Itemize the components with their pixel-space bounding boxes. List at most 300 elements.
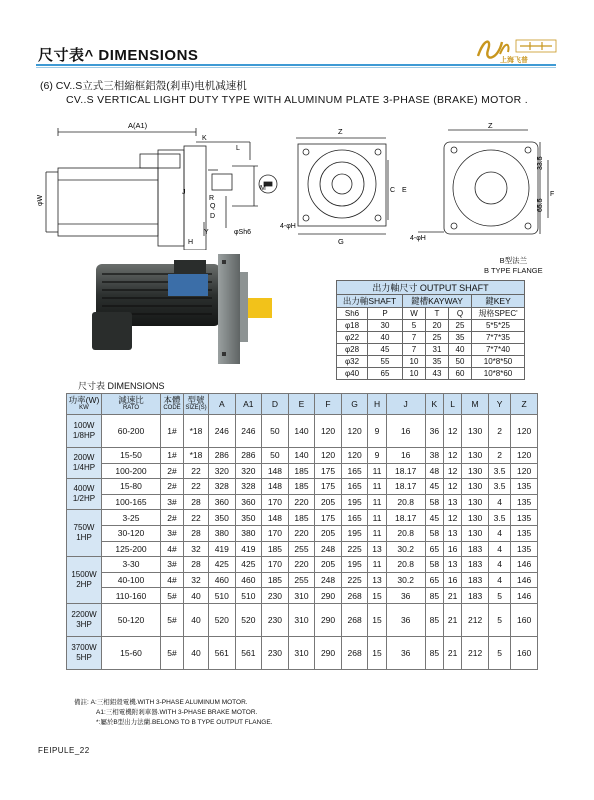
shaft-col-header: 規格SPEC'	[472, 308, 525, 320]
col-header-power: 功率(W) KW	[67, 394, 102, 415]
table-cell: 160	[511, 603, 538, 636]
keyway-group-header: 鍵槽KAYWAY	[403, 295, 472, 308]
shaft-cell: 25	[449, 320, 472, 332]
table-row	[67, 572, 538, 588]
col-header-dim: M	[462, 394, 489, 415]
table-cell: 22	[184, 479, 209, 495]
table-cell: 40	[184, 636, 209, 669]
table-cell: 2	[488, 415, 510, 448]
table-cell: 120	[315, 448, 342, 464]
shaft-group-header: 出力軸SHAFT	[337, 295, 403, 308]
table-cell: 12	[443, 479, 461, 495]
section-title-en: CV..S VERTICAL LIGHT DUTY TYPE WITH ALUMINUM PLATE 3-PHASE (BRAKE) MOTOR .	[66, 94, 528, 106]
table-cell: 170	[262, 525, 289, 541]
table-cell: 4	[488, 557, 510, 573]
table-cell: 85	[425, 636, 443, 669]
table-cell: 100-200	[102, 463, 161, 479]
table-cell: 36	[425, 415, 443, 448]
table-cell: 45	[425, 479, 443, 495]
table-cell: 3#	[161, 557, 184, 573]
label-e: E	[402, 187, 407, 194]
table-cell: 3#	[161, 494, 184, 510]
label-a-a1: A(A1)	[128, 121, 148, 130]
table-cell: 50	[262, 448, 289, 464]
label-z: Z	[338, 127, 343, 136]
table-cell: 205	[315, 525, 342, 541]
table-cell: 212	[462, 636, 489, 669]
table-row	[67, 463, 538, 479]
power-cell: 400W 1/2HP	[67, 479, 102, 510]
shaft-cell: φ40	[337, 368, 368, 380]
shaft-cell: 7	[403, 344, 426, 356]
shaft-table-title: 出力軸尺寸 OUTPUT SHAFT	[337, 281, 525, 295]
table-cell: 48	[425, 463, 443, 479]
table-cell: 13	[368, 541, 386, 557]
table-cell: 30.2	[386, 572, 425, 588]
header-rule	[36, 64, 556, 66]
output-shaft-table	[336, 280, 525, 380]
label-65-5: 65.5	[537, 198, 544, 212]
table-cell: 16	[443, 541, 461, 557]
table-cell: 3-30	[102, 557, 161, 573]
col-header-dim: A1	[235, 394, 262, 415]
table-cell: 510	[209, 588, 236, 604]
table-cell: 120	[511, 448, 538, 464]
table-cell: 130	[462, 448, 489, 464]
table-cell: 183	[462, 572, 489, 588]
table-cell: 12	[443, 415, 461, 448]
shaft-cell: φ22	[337, 332, 368, 344]
table-cell: 28	[184, 525, 209, 541]
shaft-cell: 10*8*60	[472, 368, 525, 380]
col-header-dim: F	[315, 394, 342, 415]
table-cell: 460	[235, 572, 262, 588]
table-cell: 38	[425, 448, 443, 464]
table-cell: 30.2	[386, 541, 425, 557]
table-cell: 65	[425, 572, 443, 588]
table-cell: 2#	[161, 463, 184, 479]
table-cell: 140	[288, 448, 315, 464]
table-cell: 175	[315, 479, 342, 495]
label-q: Q	[210, 203, 216, 210]
table-cell: 175	[315, 510, 342, 526]
shaft-row	[337, 320, 525, 332]
table-cell: 268	[341, 603, 368, 636]
table-cell: 148	[262, 463, 289, 479]
label-phi-sh6: φSh6	[234, 229, 251, 236]
shaft-cell: 10	[403, 356, 426, 368]
table-cell: 32	[184, 572, 209, 588]
table-cell: 135	[511, 525, 538, 541]
table-cell: 120	[341, 448, 368, 464]
table-cell: 140	[288, 415, 315, 448]
shaft-cell: 40	[368, 332, 403, 344]
shaft-col-header: Q	[449, 308, 472, 320]
shaft-cell: φ32	[337, 356, 368, 368]
table-cell: 328	[209, 479, 236, 495]
table-cell: 561	[235, 636, 262, 669]
table-cell: *18	[184, 448, 209, 464]
notes	[74, 698, 273, 728]
table-row	[67, 448, 538, 464]
shaft-cell: 10*8*50	[472, 356, 525, 368]
table-cell: 286	[209, 448, 236, 464]
shaft-cell: 31	[426, 344, 449, 356]
table-row	[67, 415, 538, 448]
shaft-cell: 35	[426, 356, 449, 368]
shaft-cell: 60	[449, 368, 472, 380]
table-cell: 9	[368, 448, 386, 464]
table-cell: 246	[209, 415, 236, 448]
table-cell: 5	[488, 636, 510, 669]
table-cell: 350	[209, 510, 236, 526]
table-cell: 16	[386, 415, 425, 448]
table-cell: 4#	[161, 572, 184, 588]
table-cell: 12	[443, 448, 461, 464]
shaft-cell: 7	[403, 332, 426, 344]
table-cell: 50-120	[102, 603, 161, 636]
table-cell: 135	[511, 494, 538, 510]
table-row	[67, 479, 538, 495]
dimensions-table	[66, 393, 538, 670]
table-cell: 561	[209, 636, 236, 669]
table-cell: 58	[425, 557, 443, 573]
col-header-dim: Y	[488, 394, 510, 415]
table-cell: 3.5	[488, 463, 510, 479]
table-row	[67, 588, 538, 604]
table-cell: 120	[511, 463, 538, 479]
table-cell: 15-60	[102, 636, 161, 669]
table-cell: 16	[386, 448, 425, 464]
table-cell: 183	[462, 588, 489, 604]
table-cell: 290	[315, 603, 342, 636]
label-c: C	[390, 187, 396, 194]
table-cell: 195	[341, 557, 368, 573]
table-cell: 230	[262, 588, 289, 604]
table-cell: 11	[368, 494, 386, 510]
table-cell: 290	[315, 588, 342, 604]
shaft-cell: 20	[426, 320, 449, 332]
table-cell: 21	[443, 603, 461, 636]
table-cell: 320	[209, 463, 236, 479]
label-j: J	[182, 189, 186, 196]
table-cell: 268	[341, 588, 368, 604]
table-cell: 20.8	[386, 525, 425, 541]
flange-caption	[484, 256, 543, 276]
table-cell: 248	[315, 541, 342, 557]
label-l: L	[236, 145, 240, 152]
shaft-row	[337, 344, 525, 356]
shaft-col-header: P	[368, 308, 403, 320]
table-cell: 4	[488, 541, 510, 557]
shaft-cell: 50	[449, 356, 472, 368]
shaft-cell: 40	[449, 344, 472, 356]
table-cell: 380	[209, 525, 236, 541]
col-header-dim: E	[288, 394, 315, 415]
label-r: R	[209, 195, 215, 202]
col-header-dim: K	[425, 394, 443, 415]
table-cell: 18.17	[386, 510, 425, 526]
power-cell: 3700W 5HP	[67, 636, 102, 669]
table-cell: 58	[425, 525, 443, 541]
table-cell: 15	[368, 588, 386, 604]
col-header-dim: J	[386, 394, 425, 415]
col-header-body: 本體 CODE	[161, 394, 184, 415]
table-cell: 120	[341, 415, 368, 448]
table-cell: 3#	[161, 525, 184, 541]
table-cell: 2#	[161, 510, 184, 526]
table-cell: 310	[288, 636, 315, 669]
table-cell: 310	[288, 588, 315, 604]
header-rule-thin	[36, 67, 556, 68]
table-cell: 21	[443, 588, 461, 604]
table-cell: 11	[368, 510, 386, 526]
table-cell: 36	[386, 636, 425, 669]
page-footer: FEIPULE_22	[38, 746, 90, 755]
table-cell: 12	[443, 510, 461, 526]
table-cell: 11	[368, 479, 386, 495]
table-cell: 4	[488, 572, 510, 588]
table-cell: 425	[209, 557, 236, 573]
label-m: M	[260, 185, 266, 192]
shaft-row	[337, 368, 525, 380]
shaft-col-header: W	[403, 308, 426, 320]
table-cell: 148	[262, 510, 289, 526]
table-cell: 1#	[161, 448, 184, 464]
table-cell: 148	[262, 479, 289, 495]
label-4-phi-h2: 4-φH	[410, 235, 426, 242]
table-cell: 248	[315, 572, 342, 588]
col-header-size: 型號 SIZE(S)	[184, 394, 209, 415]
table-cell: 165	[341, 479, 368, 495]
table-cell: 135	[511, 541, 538, 557]
flange-caption-en: B TYPE FLANGE	[484, 266, 543, 275]
dimensions-caption: 尺寸表 DIMENSIONS	[78, 381, 165, 391]
table-cell: 58	[425, 494, 443, 510]
col-header-dim: L	[443, 394, 461, 415]
table-cell: 230	[262, 603, 289, 636]
note-line: *:屬於B型出力法蘭.BELONG TO B TYPE OUTPUT FLANGE.	[96, 719, 273, 726]
table-cell: 36	[386, 588, 425, 604]
table-cell: 165	[341, 463, 368, 479]
table-cell: 185	[262, 572, 289, 588]
shaft-cell: 65	[368, 368, 403, 380]
table-cell: 13	[443, 557, 461, 573]
key-group-header: 鍵KEY	[472, 295, 525, 308]
power-cell: 200W 1/4HP	[67, 448, 102, 479]
table-cell: 20.8	[386, 494, 425, 510]
table-cell: 4#	[161, 541, 184, 557]
table-cell: 3.5	[488, 510, 510, 526]
table-cell: 320	[235, 463, 262, 479]
table-cell: 5#	[161, 588, 184, 604]
table-cell: 380	[235, 525, 262, 541]
table-row	[67, 557, 538, 573]
label-phi-w: φW	[37, 194, 44, 206]
label-z2: Z	[488, 121, 493, 130]
table-cell: 13	[443, 494, 461, 510]
col-header-dim: D	[262, 394, 289, 415]
table-cell: 50	[262, 415, 289, 448]
shaft-cell: 43	[426, 368, 449, 380]
col-header-dim: H	[368, 394, 386, 415]
table-cell: 32	[184, 541, 209, 557]
shaft-cell: φ18	[337, 320, 368, 332]
table-cell: 175	[315, 463, 342, 479]
table-cell: 40-100	[102, 572, 161, 588]
table-cell: 419	[209, 541, 236, 557]
table-cell: 3.5	[488, 479, 510, 495]
table-cell: 185	[288, 479, 315, 495]
table-cell: 268	[341, 636, 368, 669]
shaft-cell: 5*5*25	[472, 320, 525, 332]
table-cell: 16	[443, 572, 461, 588]
table-cell: 195	[341, 494, 368, 510]
table-cell: 246	[235, 415, 262, 448]
page-title: 尺寸表^ DIMENSIONS	[38, 47, 199, 64]
table-cell: 40	[184, 588, 209, 604]
table-cell: 146	[511, 572, 538, 588]
table-cell: 130	[462, 479, 489, 495]
table-row	[67, 494, 538, 510]
table-cell: 110-160	[102, 588, 161, 604]
power-cell: 750W 1HP	[67, 510, 102, 557]
label-k: K	[202, 135, 207, 142]
table-cell: 13	[443, 525, 461, 541]
table-cell: 255	[288, 572, 315, 588]
table-cell: 22	[184, 510, 209, 526]
table-cell: 230	[262, 636, 289, 669]
table-cell: 328	[235, 479, 262, 495]
table-cell: 125-200	[102, 541, 161, 557]
table-cell: 310	[288, 603, 315, 636]
table-cell: 5#	[161, 636, 184, 669]
table-cell: 13	[368, 572, 386, 588]
table-cell: 11	[368, 557, 386, 573]
table-cell: 18.17	[386, 463, 425, 479]
table-cell: 419	[235, 541, 262, 557]
table-cell: 15-50	[102, 448, 161, 464]
table-cell: 28	[184, 494, 209, 510]
table-cell: 225	[341, 572, 368, 588]
table-cell: 183	[462, 541, 489, 557]
table-cell: 65	[425, 541, 443, 557]
table-cell: 120	[315, 415, 342, 448]
flange-caption-cn: B型法兰	[499, 256, 528, 265]
table-cell: 18.17	[386, 479, 425, 495]
table-cell: 15	[368, 636, 386, 669]
table-cell: 185	[262, 541, 289, 557]
table-cell: 3-25	[102, 510, 161, 526]
table-cell: 130	[462, 415, 489, 448]
table-cell: 183	[462, 557, 489, 573]
shaft-cell: 35	[449, 332, 472, 344]
table-cell: 220	[288, 525, 315, 541]
table-cell: 22	[184, 463, 209, 479]
shaft-cell: 10	[403, 368, 426, 380]
table-cell: 220	[288, 494, 315, 510]
shaft-col-header: Sh6	[337, 308, 368, 320]
note-line: A1:三相電機附剎車器.WITH 3-PHASE BRAKE MOTOR.	[96, 709, 258, 716]
shaft-cell: 55	[368, 356, 403, 368]
table-cell: 520	[235, 603, 262, 636]
label-g: G	[338, 237, 344, 246]
shaft-row	[337, 356, 525, 368]
label-h: H	[188, 239, 194, 246]
table-cell: 130	[462, 494, 489, 510]
table-cell: 5#	[161, 603, 184, 636]
section-title-cn: (6) CV..S立式三相縮框鋁殼(剎車)电机减速机	[40, 80, 247, 92]
table-cell: 1#	[161, 415, 184, 448]
table-cell: 160	[511, 636, 538, 669]
table-cell: 205	[315, 494, 342, 510]
front-view-drawing	[276, 120, 416, 252]
shaft-cell: φ28	[337, 344, 368, 356]
table-cell: 130	[462, 510, 489, 526]
shaft-cell: 5	[403, 320, 426, 332]
table-row	[67, 525, 538, 541]
table-cell: 135	[511, 510, 538, 526]
table-cell: 290	[315, 636, 342, 669]
table-cell: 146	[511, 588, 538, 604]
table-cell: 11	[368, 463, 386, 479]
table-cell: 185	[288, 510, 315, 526]
table-cell: 28	[184, 557, 209, 573]
side-view-drawing	[36, 110, 296, 250]
table-cell: 170	[262, 494, 289, 510]
label-f: F	[550, 191, 555, 198]
table-cell: 212	[462, 603, 489, 636]
table-row	[67, 541, 538, 557]
col-header-dim: Z	[511, 394, 538, 415]
table-cell: 220	[288, 557, 315, 573]
motor-photo	[82, 252, 282, 372]
table-cell: 15-80	[102, 479, 161, 495]
table-cell: 520	[209, 603, 236, 636]
shaft-cell: 25	[426, 332, 449, 344]
label-y: Y	[204, 229, 209, 236]
table-cell: 225	[341, 541, 368, 557]
table-cell: 30-120	[102, 525, 161, 541]
table-cell: 9	[368, 415, 386, 448]
table-cell: 255	[288, 541, 315, 557]
power-cell: 100W 1/8HP	[67, 415, 102, 448]
table-cell: 4	[488, 525, 510, 541]
table-row	[67, 603, 538, 636]
table-row	[67, 636, 538, 669]
table-cell: 146	[511, 557, 538, 573]
table-cell: 130	[462, 463, 489, 479]
table-cell: 45	[425, 510, 443, 526]
shaft-cell: 7*7*40	[472, 344, 525, 356]
table-cell: 170	[262, 557, 289, 573]
col-header-dim: A	[209, 394, 236, 415]
shaft-cell: 45	[368, 344, 403, 356]
table-cell: 36	[386, 603, 425, 636]
table-cell: 12	[443, 463, 461, 479]
b-flange-drawing	[408, 120, 558, 256]
table-cell: 4	[488, 494, 510, 510]
table-cell: 21	[443, 636, 461, 669]
table-cell: 40	[184, 603, 209, 636]
shaft-cell: 7*7*35	[472, 332, 525, 344]
table-cell: 2	[488, 448, 510, 464]
table-cell: 20.8	[386, 557, 425, 573]
table-cell: 360	[235, 494, 262, 510]
table-cell: *18	[184, 415, 209, 448]
table-cell: 85	[425, 603, 443, 636]
table-cell: 130	[462, 525, 489, 541]
